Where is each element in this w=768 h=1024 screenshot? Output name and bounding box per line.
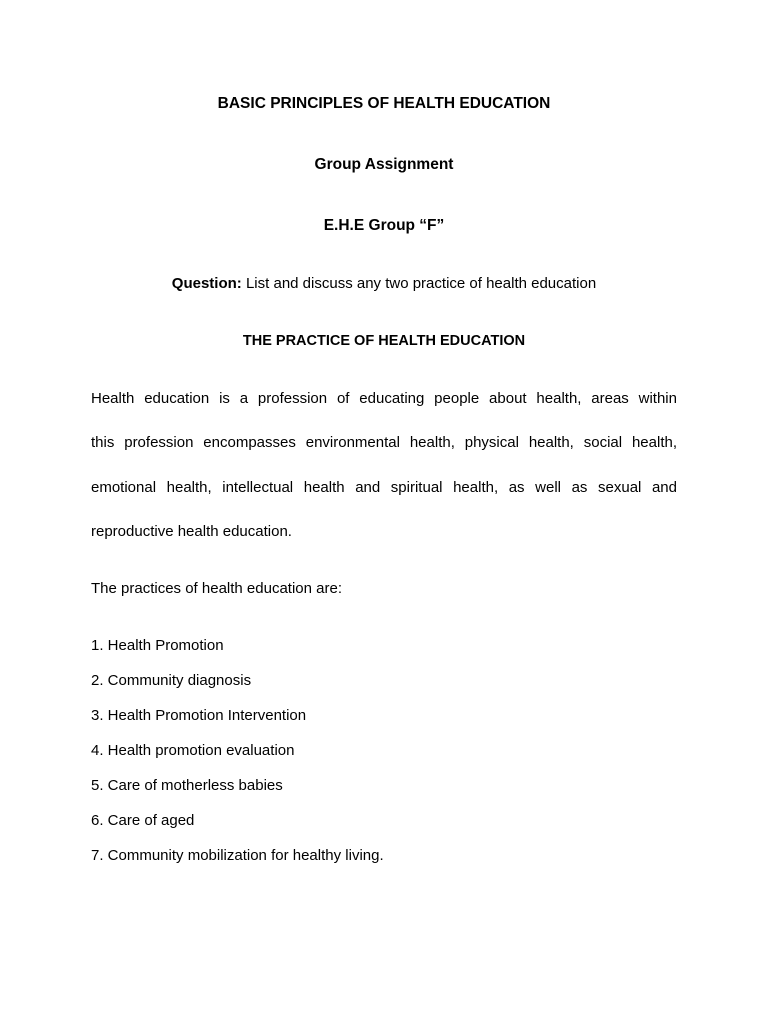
section-heading: THE PRACTICE OF HEALTH EDUCATION [242, 333, 526, 349]
paragraph-line: emotional health, intellectual health and spiritual health, as well as sexual and [91, 479, 677, 496]
list-intro: The practices of health education are: [91, 580, 342, 597]
list-item: 5. Care of motherless babies [91, 777, 283, 794]
paragraph-line: reproductive health education. [91, 523, 292, 540]
paragraph-line: Health education is a profession of educating people about health, areas within [91, 390, 677, 407]
paragraph-line: this profession encompasses environmental health, physical health, social health, [91, 434, 677, 451]
list-item: 6. Care of aged [91, 812, 195, 829]
question-label: Question: [171, 275, 242, 292]
list-item: 2. Community diagnosis [91, 672, 252, 689]
document-subtitle: Group Assignment [314, 156, 454, 173]
question-text: List and discuss any two practice of health education [245, 275, 597, 292]
group-label: E.H.E Group “F” [323, 217, 445, 234]
question-line [0, 275, 768, 292]
document-title: BASIC PRINCIPLES OF HEALTH EDUCATION [217, 95, 551, 112]
list-item: 1. Health Promotion [91, 637, 224, 654]
list-item: 7. Community mobilization for healthy living. [91, 847, 384, 864]
list-item: 3. Health Promotion Intervention [91, 707, 307, 724]
list-item: 4. Health promotion evaluation [91, 742, 295, 759]
